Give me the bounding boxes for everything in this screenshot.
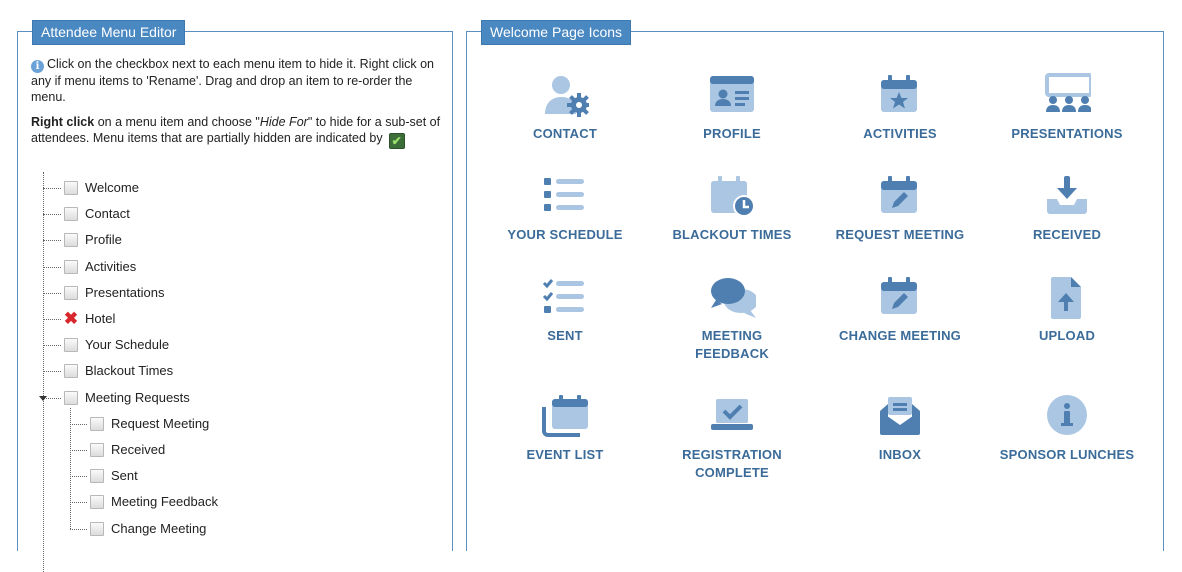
tree-connector-line xyxy=(43,267,61,268)
tile-label: BLACKOUT TIMES xyxy=(672,227,792,242)
tree-item-label: Welcome xyxy=(85,180,139,195)
presentation-audience-icon xyxy=(1043,72,1091,118)
welcome-page-icons-title: Welcome Page Icons xyxy=(481,20,631,45)
item-checkbox[interactable] xyxy=(64,233,78,247)
tile-inbox[interactable] xyxy=(815,393,985,464)
help-paragraph-1: i Click on the checkbox next to each menu item to hide it. Right click on any if menu items to 'Rename'. Drag and drop an item to re-order the menu. xyxy=(31,57,434,104)
item-checkbox[interactable] xyxy=(90,469,104,483)
tree-item-label: Your Schedule xyxy=(85,337,170,353)
tile-sponsor-lunches[interactable] xyxy=(982,393,1152,464)
calendar-edit-icon xyxy=(876,274,924,320)
tile-label: ACTIVITIES xyxy=(863,126,937,141)
welcome-page-icons-panel xyxy=(466,24,1164,551)
item-checkbox[interactable] xyxy=(90,522,104,536)
tree-connector-line xyxy=(70,450,87,451)
attendee-menu-editor-title: Attendee Menu Editor xyxy=(32,20,185,45)
info-icon: i xyxy=(31,60,44,73)
tree-connector-line xyxy=(70,476,87,477)
info-circle-icon xyxy=(1043,393,1091,439)
tile-label: INBOX xyxy=(878,447,922,462)
tree-item-label: Hotel xyxy=(85,311,116,326)
tree-item-label: Request Meeting xyxy=(111,415,210,431)
tree-connector-line xyxy=(70,424,87,425)
tree-subtrunk-line xyxy=(70,408,71,529)
tree-item-label: Activities xyxy=(85,258,137,274)
tile-label: PROFILE xyxy=(703,126,761,141)
tile-meeting-feedback[interactable] xyxy=(647,274,817,363)
tile-label: UPLOAD xyxy=(1038,328,1096,343)
tree-connector-line xyxy=(43,214,61,215)
hidden-x-icon[interactable]: ✖ xyxy=(63,309,79,328)
tree-item-label: Presentations xyxy=(85,284,165,300)
tile-contact[interactable] xyxy=(480,72,650,143)
contact-gear-icon xyxy=(541,72,589,118)
tree-item-label: Sent xyxy=(111,468,138,484)
item-checkbox[interactable] xyxy=(64,364,78,378)
tree-item-label: Change Meeting xyxy=(111,520,207,536)
tree-connector-line xyxy=(43,345,61,346)
tree-connector-line xyxy=(43,240,61,241)
calendar-stack-icon xyxy=(541,393,589,439)
tree-connector-line xyxy=(43,319,61,320)
item-checkbox[interactable] xyxy=(64,338,78,352)
calendar-clock-icon xyxy=(708,173,756,219)
help-paragraph-2: Right click on a menu item and choose "Hide For" to hide for a sub-set of attendees. Menu items that are partially hidden are indicated by ✔ xyxy=(31,115,441,148)
tile-label: EVENT LIST xyxy=(526,447,604,462)
inbox-download-icon xyxy=(1043,173,1091,219)
item-checkbox[interactable] xyxy=(90,417,104,431)
tile-profile[interactable] xyxy=(647,72,817,143)
tile-event-list[interactable] xyxy=(480,393,650,464)
tree-connector-line xyxy=(70,529,87,530)
tile-blackout-times[interactable] xyxy=(647,173,817,244)
item-checkbox[interactable] xyxy=(64,260,78,274)
tree-connector-line xyxy=(43,188,61,189)
tile-label: PRESENTATIONS xyxy=(1011,126,1123,141)
tile-label: SPONSOR LUNCHES xyxy=(999,447,1135,462)
checklist-icon xyxy=(541,274,589,320)
item-checkbox[interactable] xyxy=(90,443,104,457)
tile-label: MEETING FEEDBACK xyxy=(695,328,769,361)
tree-connector-line xyxy=(70,502,87,503)
tree-item-label: Profile xyxy=(85,232,122,248)
tile-label: CHANGE MEETING xyxy=(839,328,961,343)
tree-item-label: Received xyxy=(111,442,166,457)
tile-sent[interactable] xyxy=(480,274,650,345)
calendar-star-icon xyxy=(876,72,924,118)
profile-card-icon xyxy=(708,72,756,118)
tile-registration-complete[interactable] xyxy=(647,393,817,482)
tile-label: REGISTRATION COMPLETE xyxy=(682,447,782,480)
tile-activities[interactable] xyxy=(815,72,985,143)
tile-received[interactable] xyxy=(982,173,1152,244)
tree-connector-line xyxy=(43,371,61,372)
tree-item-label: Meeting Requests xyxy=(85,389,190,405)
tile-label: RECEIVED xyxy=(1032,227,1102,242)
list-icon xyxy=(541,173,589,219)
item-checkbox[interactable] xyxy=(64,286,78,300)
expand-toggle-icon[interactable] xyxy=(39,396,47,401)
item-checkbox[interactable] xyxy=(64,207,78,221)
tile-label: YOUR SCHEDULE xyxy=(507,227,623,242)
tree-connector-line xyxy=(43,293,61,294)
laptop-check-icon xyxy=(708,393,756,439)
chat-bubbles-icon xyxy=(708,274,756,320)
item-checkbox[interactable] xyxy=(64,181,78,195)
item-checkbox[interactable] xyxy=(64,391,78,405)
tile-presentations[interactable] xyxy=(982,72,1152,143)
calendar-edit-icon xyxy=(876,173,924,219)
file-upload-icon xyxy=(1043,274,1091,320)
tile-request-meeting[interactable] xyxy=(815,173,985,244)
tree-item-label: Contact xyxy=(85,206,130,222)
tree-item-label: Blackout Times xyxy=(85,363,174,379)
attendee-menu-editor-panel xyxy=(17,24,453,551)
partially-hidden-indicator-icon: ✔ xyxy=(389,133,405,149)
tile-label: REQUEST MEETING xyxy=(835,227,965,242)
tile-label: CONTACT xyxy=(533,126,597,141)
item-checkbox[interactable] xyxy=(90,495,104,509)
menu-tree xyxy=(18,32,454,552)
tree-item-label: Meeting Feedback xyxy=(111,494,218,510)
tile-change-meeting[interactable] xyxy=(815,274,985,345)
envelope-open-icon xyxy=(876,393,924,439)
tile-label: SENT xyxy=(547,328,583,343)
tile-upload[interactable] xyxy=(982,274,1152,345)
tile-your-schedule[interactable] xyxy=(480,173,650,244)
